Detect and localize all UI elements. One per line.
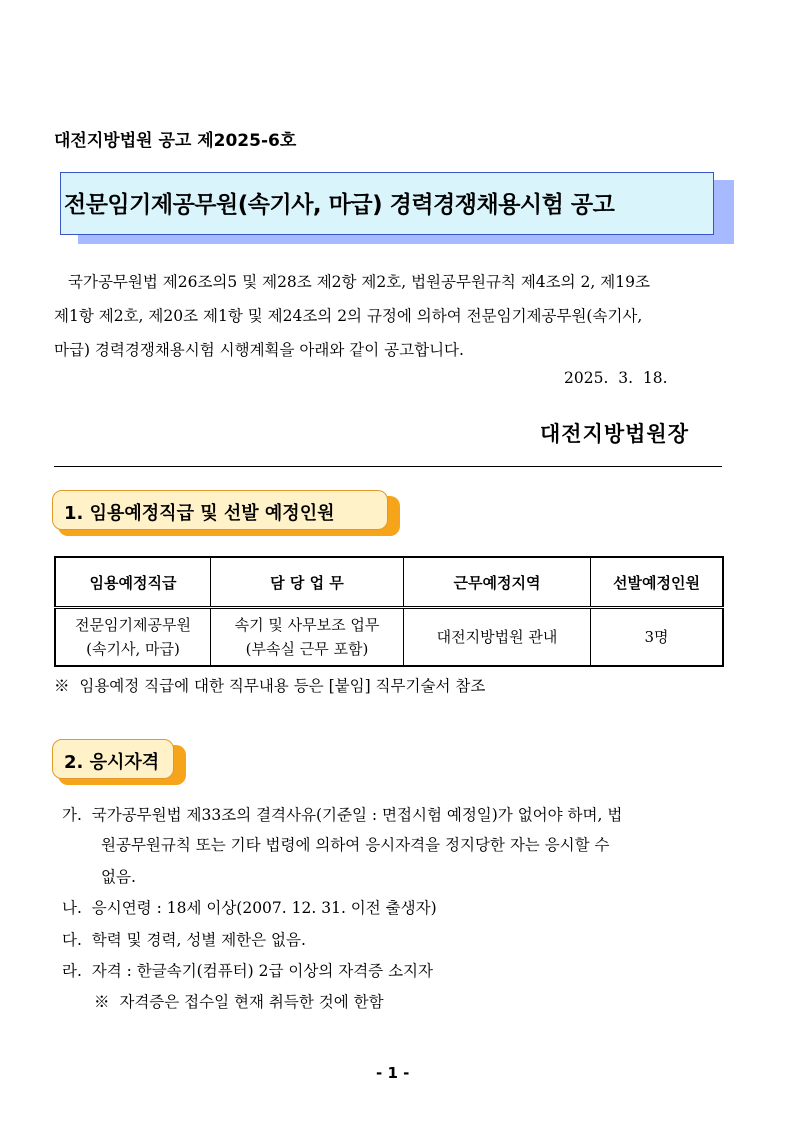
intro-paragraph-line: 제1항 제2호, 제20조 제1항 및 제24조의 2의 규정에 의하여 전문임기제공무원(속기사, [54, 307, 643, 325]
column-header-duty: 담 당 업 무 [211, 557, 404, 608]
list-item-na: 나. 응시연령 : 18세 이상(2007. 12. 31. 이전 출생자) [62, 899, 437, 917]
cell-grade [55, 608, 211, 667]
notice-date: 2025. 3. 18. [564, 369, 668, 387]
cell-grade-line: (속기사, 마급) [86, 640, 180, 658]
list-item-ga: 가. 국가공무원법 제33조의 결격사유(기준일 : 면접시험 예정일)가 없어야 하며, 법 [62, 806, 623, 824]
cell-grade-line: 전문임기제공무원 [75, 616, 191, 634]
column-header-grade: 임용예정직급 [55, 557, 211, 608]
cell-location: 대전지방법원 관내 [404, 608, 591, 667]
list-item-da: 다. 학력 및 경력, 성별 제한은 없음. [62, 931, 306, 949]
intro-paragraph-line: 국가공무원법 제26조의5 및 제28조 제2항 제2호, 법원공무원규칙 제4조의 2, 제19조 [68, 273, 650, 291]
table-row [55, 608, 723, 667]
cell-duty-line: 속기 및 사무보조 업무 [234, 616, 380, 634]
column-header-location: 근무예정지역 [404, 557, 591, 608]
list-item-ga-continuation: 없음. [101, 868, 136, 886]
document-title: 전문임기제공무원(속기사, 마급) 경력경쟁채용시험 공고 [64, 192, 615, 218]
section-1-heading: 1. 임용예정직급 및 선발 예정인원 [64, 503, 335, 524]
notice-number: 대전지방법원 공고 제2025-6호 [54, 131, 297, 151]
issuer-name: 대전지방법원장 [540, 422, 690, 446]
page-number: - 1 - [376, 1064, 410, 1082]
list-item-ga-continuation: 원공무원규칙 또는 기타 법령에 의하여 응시자격을 정지당한 자는 응시할 수 [101, 836, 610, 854]
cell-count: 3명 [591, 608, 724, 667]
intro-paragraph-line: 마급) 경력경쟁채용시험 시행계획을 아래와 같이 공고합니다. [54, 341, 464, 359]
divider-line [54, 466, 722, 467]
section-2-heading: 2. 응시자격 [64, 752, 160, 773]
positions-table [54, 556, 724, 667]
cell-duty [211, 608, 404, 667]
list-item-ra: 라. 자격 : 한글속기(컴퓨터) 2급 이상의 자격증 소지자 [62, 962, 433, 980]
column-header-count: 선발예정인원 [591, 557, 724, 608]
qualification-note: ※ 자격증은 접수일 현재 취득한 것에 한함 [94, 993, 384, 1011]
table-header-row [55, 557, 723, 608]
cell-duty-line: (부속실 근무 포함) [245, 640, 369, 658]
table-note: ※ 임용예정 직급에 대한 직무내용 등은 [붙임] 직무기술서 참조 [54, 677, 486, 695]
